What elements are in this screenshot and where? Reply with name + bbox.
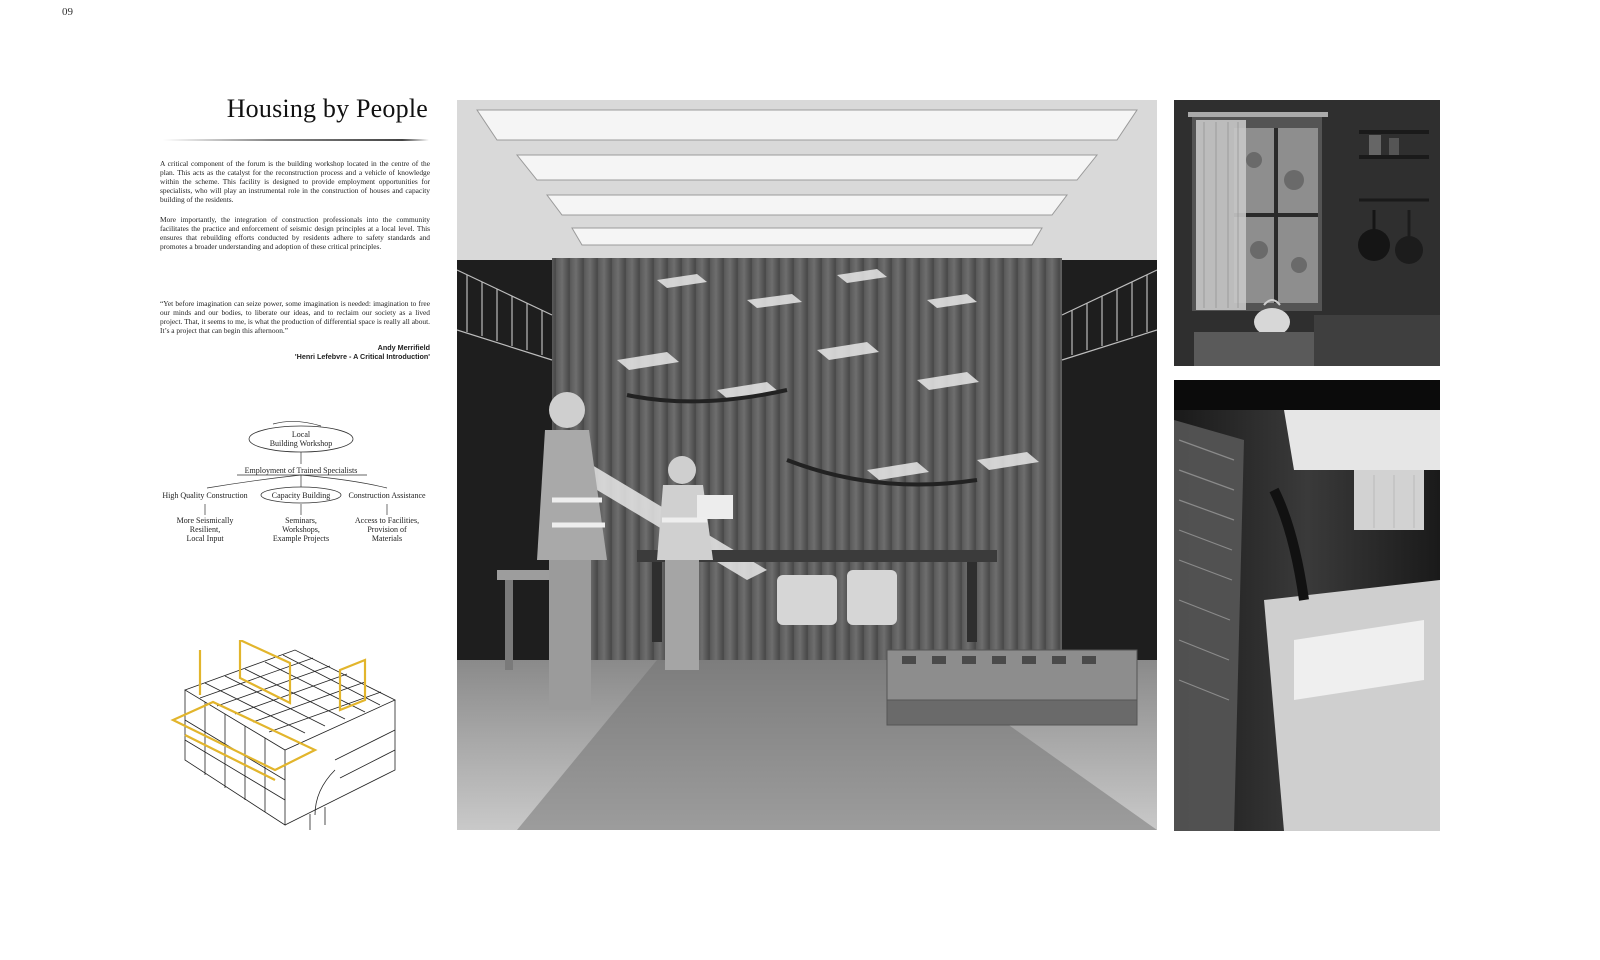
diagram-leaf-line: Local Input [186,534,224,543]
model-closeup-photo [1174,380,1440,831]
kitchen-window-photo [1174,100,1440,366]
quote-text: “Yet before imagination can seize power, some imagination is needed: imagination to free our minds and our bodies, to liberate our ideas, and to reclaim our society as a lived project. That, it seems to me, is what the production of differential space is really all about. It’s a project that can begin this afternoon.” [160,299,430,335]
page-title: Housing by People [226,94,428,123]
title-rule [163,139,429,141]
diagram-leaf-line: Materials [371,534,403,543]
diagram-root-line1: Local [291,430,311,439]
quote-author: Andy Merrifield [377,343,430,352]
diagram-root [251,430,351,448]
diagram-leaf-line: Resilient, [189,525,221,534]
page-number: 09 [62,6,73,18]
axonometric-sketch [165,640,405,840]
diagram-leaf-construction [155,516,255,543]
diagram-branch-construction: High Quality Construction [162,491,248,500]
workshop-interior-render [457,100,1157,830]
diagram-leaf-line: Seminars, [285,516,317,525]
quote-source: 'Henri Lefebvre - A Critical Introduction' [294,352,430,361]
diagram-leaf-line: More Seismically [176,516,234,525]
diagram-leaf-line: Example Projects [272,534,330,543]
diagram-branch-capacity: Capacity Building [271,491,331,500]
diagram-root-line2: Building Workshop [269,439,333,448]
diagram-leaf-line: Access to Facilities, [354,516,420,525]
intro-paragraph: A critical component of the forum is the building workshop located in the centre of the plan. This acts as the catalyst for the reconstruction process and a vehicle of knowledge within the scheme. This facility is designed to provide employment opportunities for specialists, who will play an instrumental role in the construction of houses and capacity building of the residents. [160,159,430,204]
diagram-branch-assistance: Construction Assistance [348,491,426,500]
workshop-diagram [155,420,435,560]
diagram-leaf-line: Workshops, [282,525,320,534]
second-paragraph: More importantly, the integration of construction professionals into the community facilitates the practice and enforcement of seismic design principles at a local level. This ensures that rebuilding efforts conducted by residents adhere to safety standards and promotes a broader understanding and adoption of these critical principles. [160,215,430,251]
quote-attribution [160,343,430,361]
diagram-level1: Employment of Trained Specialists [244,466,358,475]
diagram-leaf-line: Provision of [367,525,407,534]
diagram-leaf-assistance [335,516,439,543]
